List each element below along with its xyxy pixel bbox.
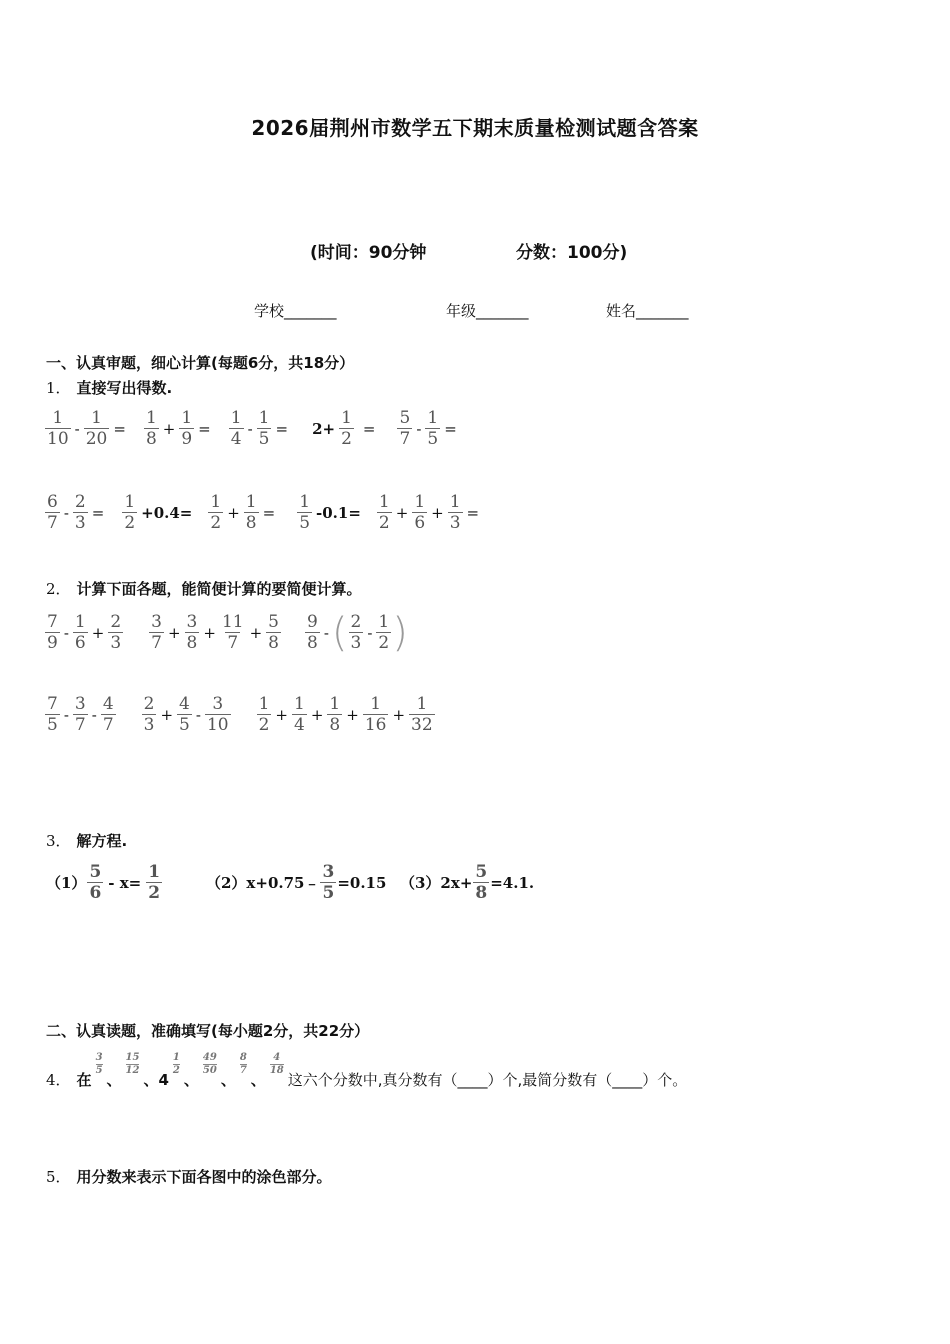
fraction: $\frac{1}{5}$ (258, 408, 270, 450)
operator: - (74, 419, 80, 438)
fraction: $\frac{2}{3}$ (74, 492, 86, 534)
operator: + (91, 623, 105, 642)
small-fraction: 4 18 (269, 1052, 284, 1076)
left-paren-icon: ( (331, 609, 348, 656)
fraction: $\frac{1}{2}$ (258, 694, 270, 736)
operator: = (262, 503, 276, 522)
operator: + (275, 705, 288, 724)
fraction: $\frac{1}{2}$ (378, 612, 390, 654)
fraction: $\frac{5}{8}$ (268, 612, 279, 654)
section-2-heading: 二、认真读题，准确填写(每小题2分，共22分） (46, 1022, 370, 1040)
fraction: $\frac{3}{8}$ (186, 612, 198, 654)
fraction: $\frac{1}{3}$ (449, 492, 461, 534)
fraction: $\frac{1}{2}$ (148, 862, 161, 904)
section-1-heading: 一、认真审题，细心计算(每题6分，共18分） (46, 354, 355, 372)
small-fraction: 3 5 (95, 1052, 103, 1076)
q1-row-2 (44, 492, 482, 534)
operator: - (91, 705, 97, 724)
operator: = (91, 503, 105, 522)
operator: + (162, 419, 176, 438)
operator: + (392, 705, 406, 724)
question-text: 解方程. (76, 832, 128, 850)
question-text: 计算下面各题，能简便计算的要简便计算。 (76, 580, 362, 598)
operator: - (323, 623, 329, 642)
fraction: $\frac{3}{7}$ (151, 612, 162, 654)
exam-time: (时间：90分钟 (310, 243, 427, 263)
fraction: $\frac{7}{9}$ (47, 612, 58, 654)
question-text: 在 (76, 1071, 92, 1089)
fraction: $\frac{2}{3}$ (110, 612, 122, 654)
operator: - (63, 623, 69, 642)
operator: + (310, 705, 324, 724)
fraction: $\frac{2}{3}$ (143, 694, 155, 736)
operator: + (203, 623, 216, 642)
question-number: 2． (46, 580, 71, 598)
small-fraction: 49 50 (202, 1052, 217, 1076)
fraction: $\frac{6}{7}$ (47, 492, 58, 534)
equation-1 (46, 862, 163, 904)
operator: - (63, 705, 69, 724)
operator: + (249, 623, 263, 642)
fraction: $\frac{1}{8}$ (145, 408, 157, 450)
operator: - (195, 705, 201, 724)
question-5 (46, 1166, 332, 1187)
fraction: $\frac{3}{7}$ (74, 694, 86, 736)
small-fraction: 1 2 (172, 1052, 180, 1076)
equation-2 (206, 862, 386, 904)
fraction: $\frac{1}{2}$ (341, 408, 352, 450)
school-field[interactable]: 学校_______ (254, 302, 337, 320)
fraction: $\frac{11}{7}$ (221, 612, 244, 654)
q1-row-1 (44, 408, 460, 450)
question-text: 直接写出得数. (76, 379, 173, 397)
fraction: $\frac{1}{2}$ (124, 492, 136, 534)
operator: + (346, 705, 359, 724)
equation-text: - x= (108, 873, 142, 892)
operator: + (160, 705, 174, 724)
fraction: $\frac{1}{2}$ (210, 492, 222, 534)
fraction: $\frac{5}{7}$ (399, 408, 411, 450)
operator: + (431, 503, 444, 522)
operator: - (247, 419, 253, 438)
fraction: $\frac{1}{8}$ (329, 694, 341, 736)
exam-score: 分数：100分) (516, 243, 628, 263)
operator: = (466, 503, 480, 522)
fraction: $\frac{1}{10}$ (47, 408, 69, 450)
operator: = (362, 419, 376, 438)
operator: 2+ (312, 419, 336, 438)
fraction: $\frac{5}{8}$ (475, 862, 488, 904)
q2-row-1 (44, 609, 408, 656)
fraction: $\frac{2}{3}$ (350, 612, 362, 654)
equation-text: （2）x+0.75﹣ (206, 874, 320, 893)
question-text: 这六个分数中,真分数有（____）个,最简分数有（____）个。 (287, 1071, 688, 1089)
operator: + (227, 503, 240, 522)
fraction: $\frac{1}{2}$ (378, 492, 390, 534)
equation-text: =0.15 (337, 873, 387, 892)
fraction: $\frac{1}{8}$ (245, 492, 257, 534)
operator: = (198, 419, 211, 438)
fraction: $\frac{1}{4}$ (230, 408, 242, 450)
small-fraction: 15 12 (125, 1052, 140, 1076)
question-4: 4． 在 3 5 、 15 12 、4 1 2 、 49 50 、 8 7 、 4 18 这六个分数中,真分数有（____）个,最简分数有（____）个。 (46, 1052, 688, 1089)
name-field[interactable]: 姓名_______ (606, 302, 689, 320)
question-number: 3． (46, 832, 71, 850)
fraction: $\frac{1}{5}$ (299, 492, 311, 534)
question-number: 5． (46, 1168, 71, 1186)
question-1 (46, 377, 172, 398)
fraction: $\frac{5}{6}$ (89, 862, 102, 904)
fraction: $\frac{4}{5}$ (179, 694, 190, 736)
operator: + (395, 503, 409, 522)
operator: - (416, 419, 422, 438)
equation-3 (400, 862, 534, 904)
fraction: $\frac{1}{20}$ (85, 408, 108, 450)
fraction: $\frac{3}{5}$ (322, 862, 335, 904)
operator: + (167, 623, 181, 642)
right-paren-icon: ) (392, 609, 408, 656)
equation-label: （1） (46, 874, 87, 893)
operator: = (113, 419, 126, 438)
q2-row-2 (44, 694, 436, 736)
operator: -0.1= (316, 503, 361, 522)
equation-text: （3）2x+ (400, 874, 473, 893)
page-title: 2026届荆州市数学五下期末质量检测试题含答案 (251, 116, 699, 140)
operator: +0.4= (141, 503, 193, 522)
question-3 (46, 830, 127, 851)
question-text: 用分数来表示下面各图中的涂色部分。 (76, 1168, 332, 1186)
fraction: $\frac{1}{6}$ (414, 492, 426, 534)
fraction: $\frac{9}{8}$ (307, 612, 318, 654)
question-number: 1． (46, 379, 71, 397)
equation-text: =4.1. (490, 873, 535, 892)
fraction: $\frac{3}{10}$ (206, 694, 229, 736)
operator: - (63, 503, 69, 522)
small-fraction: 8 7 (239, 1052, 247, 1076)
operator: - (367, 623, 373, 642)
grade-field[interactable]: 年级_______ (446, 302, 529, 320)
fraction: $\frac{1}{16}$ (364, 694, 387, 736)
operator: = (444, 419, 457, 438)
fraction: $\frac{1}{9}$ (181, 408, 193, 450)
fraction: $\frac{7}{5}$ (47, 694, 58, 736)
fraction: $\frac{1}{5}$ (427, 408, 439, 450)
question-2 (46, 578, 362, 599)
fraction: $\frac{4}{7}$ (102, 694, 114, 736)
question-number: 4． (46, 1071, 71, 1089)
operator: = (275, 419, 289, 438)
fraction: $\frac{1}{4}$ (294, 694, 305, 736)
fraction: $\frac{1}{6}$ (74, 612, 86, 654)
fraction: $\frac{1}{32}$ (411, 694, 433, 736)
